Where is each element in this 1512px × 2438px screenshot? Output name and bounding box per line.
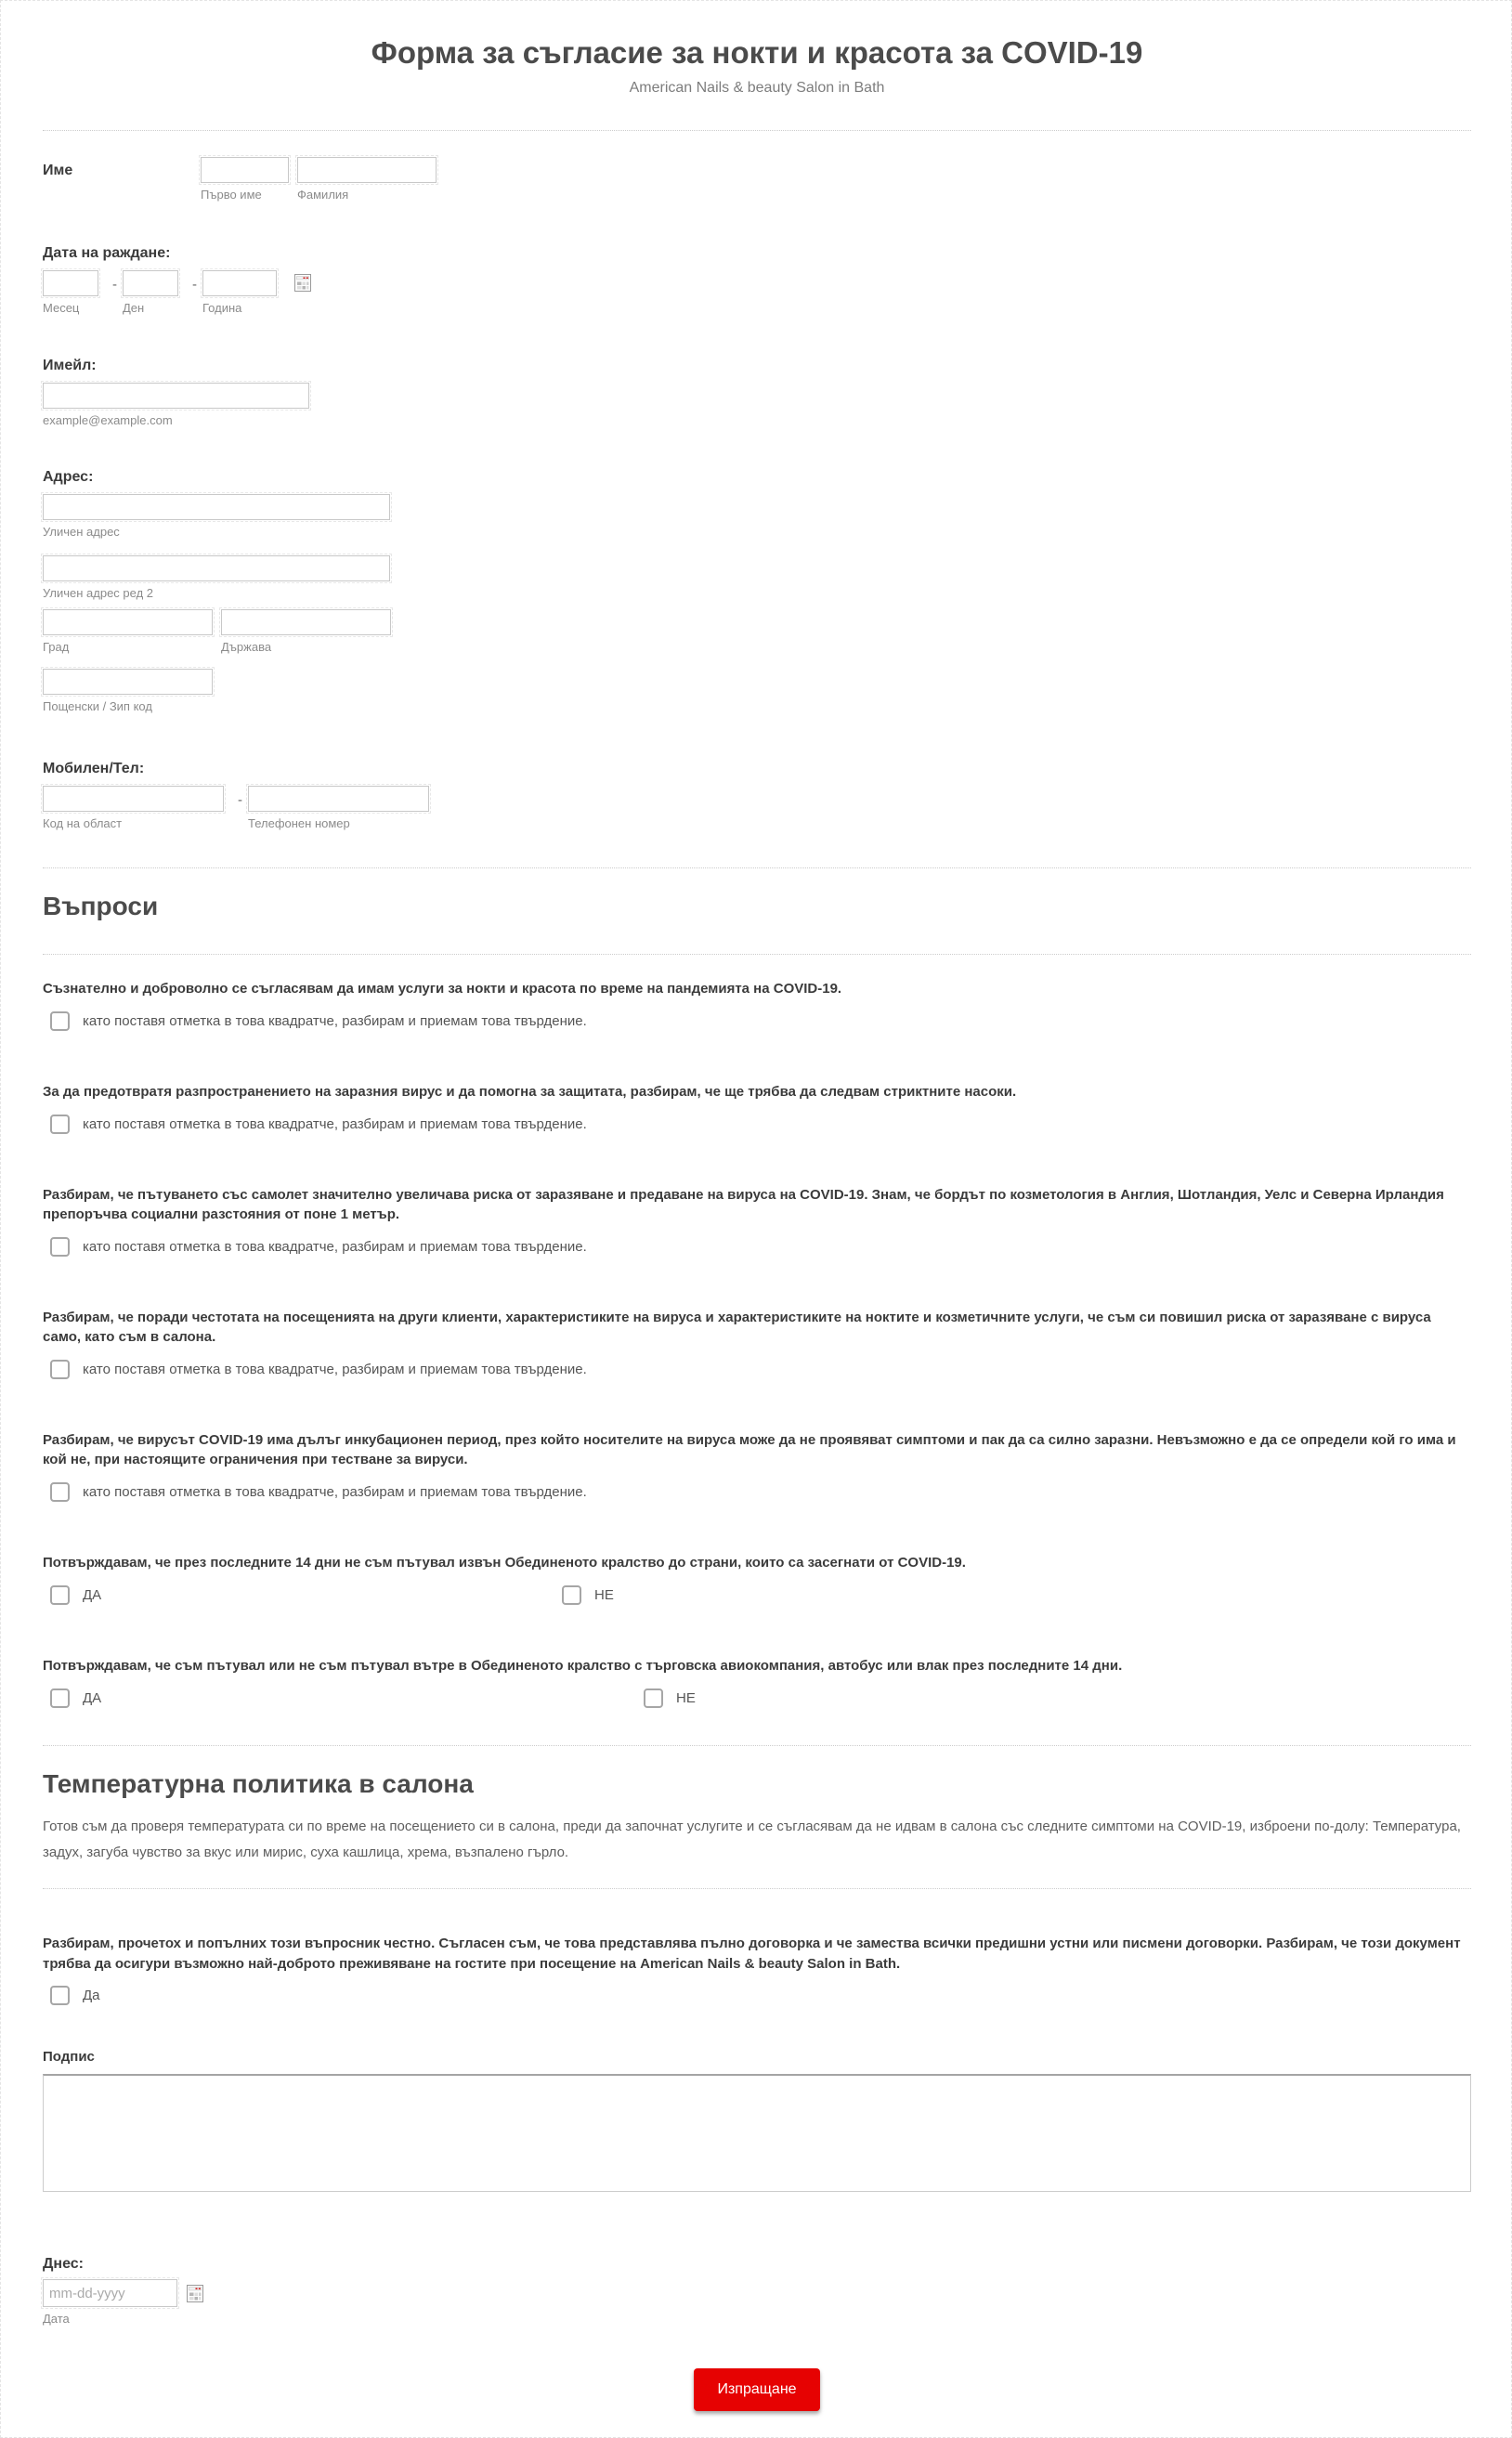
agree-checkbox-label[interactable]: като поставя отметка в това квадратче, разбирам и приемам това твърдение. <box>83 1013 587 1029</box>
field-full-name <box>43 157 1471 202</box>
question-text: Съзнателно и доброволно се съгласявам да имам услуги за нокти и красота по време на пандемията на COVID-19. <box>43 981 842 997</box>
street-address-input[interactable] <box>43 494 390 520</box>
divider <box>43 1745 1471 1746</box>
street-sublabel: Уличен адрес <box>43 525 120 539</box>
agree-checkbox-label[interactable]: като поставя отметка в това квадратче, разбирам и приемам това твърдение. <box>83 1239 587 1255</box>
signature-label: Подпис <box>43 2049 95 2065</box>
phone-label: Мобилен/Тел: <box>43 761 145 776</box>
birth-day-input[interactable] <box>123 270 178 296</box>
question-2 <box>43 1082 1471 1134</box>
today-label: Днес: <box>43 2256 84 2272</box>
question-text: Разбирам, че пътуването със самолет значително увеличава риска от заразяване и предаване на вируса на COVID-19. Знам, че бордът по козметология в Англия, Шотландия, Уелс и Северна Ирландия препоръчва социални разстояния от поне 1 метър. <box>43 1187 1444 1222</box>
field-today <box>43 2255 1471 2326</box>
field-signature <box>43 2048 1471 2192</box>
area-code-input[interactable] <box>43 786 224 812</box>
zip-input[interactable] <box>43 669 213 695</box>
agree-checkbox-label[interactable]: като поставя отметка в това квадратче, разбирам и приемам това твърдение. <box>83 1362 587 1377</box>
field-address <box>43 468 1471 713</box>
email-sublabel: example@example.com <box>43 413 173 427</box>
question-3 <box>43 1185 1471 1257</box>
street2-sublabel: Уличен адрес ред 2 <box>43 586 154 600</box>
state-sublabel: Държава <box>221 640 272 654</box>
birth-month-sublabel: Месец <box>43 301 80 315</box>
temperature-text: Готов съм да проверя температурата си по време на посещението си в салона, преди да започнат услугите и се съгласявам да не идвам в салона със следните симптоми на COVID-19, изброени по-долу: Температура, задух, загуба чувство за вкус или мирис, суха кашлица, хрема, възпалено гърло. <box>43 1819 1461 1860</box>
question-text: Потвърждавам, че съм пътувал или не съм пътувал вътре в Обединеното кралство с търговска авиокомпания, автобус или влак през последните 14 дни. <box>43 1658 1123 1674</box>
question-text: Потвърждавам, че през последните 14 дни не съм пътувал извън Обединеното кралство до страни, които са засегнати от COVID-19. <box>43 1555 966 1571</box>
no-label[interactable]: НЕ <box>676 1690 696 1706</box>
agree-checkbox-label[interactable]: като поставя отметка в това квадратче, разбирам и приемам това твърдение. <box>83 1484 587 1500</box>
last-name-input[interactable] <box>297 157 437 183</box>
email-label: Имейл: <box>43 358 97 373</box>
first-name-input[interactable] <box>201 157 289 183</box>
birth-day-sublabel: Ден <box>123 301 145 315</box>
question-text: Разбирам, че вирусът COVID-19 има дълъг инкубационен период, през който носителите на вируса може да не проявяват симптоми и пак да са силно заразни. Невъзможно е да се определи кой го има и кой не, при настоящите ограничения при тестване за вируси. <box>43 1432 1456 1467</box>
birth-year-input[interactable] <box>202 270 277 296</box>
temperature-heading: Температурна политика в салона <box>43 1769 474 1798</box>
phone-number-sublabel: Телефонен номер <box>248 816 350 830</box>
city-input[interactable] <box>43 609 213 635</box>
date-separator: - <box>112 277 117 293</box>
divider <box>43 954 1471 955</box>
yes-checkbox[interactable] <box>50 1688 70 1708</box>
submit-area <box>43 2368 1471 2411</box>
phone-number-input[interactable] <box>248 786 429 812</box>
birthdate-label: Дата на раждане: <box>43 245 171 261</box>
first-name-sublabel: Първо име <box>201 188 262 202</box>
agree-checkbox-label[interactable]: като поставя отметка в това квадратче, разбирам и приемам това твърдение. <box>83 1116 587 1132</box>
state-input[interactable] <box>221 609 391 635</box>
email-input[interactable] <box>43 383 309 409</box>
no-label[interactable]: НЕ <box>594 1587 614 1603</box>
form-header <box>1 1 1511 97</box>
agreement-checkbox-label[interactable]: Да <box>83 1988 100 2003</box>
agreement-checkbox[interactable] <box>50 1986 70 2005</box>
field-birthdate <box>43 244 1471 315</box>
agree-checkbox[interactable] <box>50 1011 70 1031</box>
divider <box>43 1888 1471 1889</box>
field-phone <box>43 760 1471 830</box>
zip-sublabel: Пощенски / Зип код <box>43 699 152 713</box>
yes-label[interactable]: ДА <box>83 1690 102 1706</box>
signature-pad[interactable] <box>43 2074 1471 2192</box>
submit-button[interactable]: Изпращане <box>694 2368 819 2411</box>
question-5 <box>43 1430 1471 1502</box>
agree-checkbox[interactable] <box>50 1482 70 1502</box>
address-label: Адрес: <box>43 469 94 485</box>
yes-label[interactable]: ДА <box>83 1587 102 1603</box>
no-checkbox[interactable] <box>644 1688 663 1708</box>
divider <box>43 867 1471 868</box>
agree-checkbox[interactable] <box>50 1237 70 1257</box>
divider <box>43 130 1471 131</box>
question-text: За да предотвратя разпространението на заразния вирус и да помогна за защитата, разбирам, че ще трябва да следвам стриктните насоки. <box>43 1084 1017 1100</box>
name-label: Име <box>43 163 73 178</box>
street-address2-input[interactable] <box>43 555 390 581</box>
calendar-icon[interactable] <box>294 274 311 292</box>
question-4 <box>43 1308 1471 1379</box>
date-separator: - <box>192 277 197 293</box>
city-sublabel: Град <box>43 640 70 654</box>
today-date-input[interactable] <box>43 2279 177 2307</box>
agreement-block <box>43 1934 1471 2005</box>
form-title: Форма за съгласие за нокти и красота за COVID-19 <box>371 35 1143 70</box>
calendar-icon[interactable] <box>187 2285 203 2302</box>
question-7 <box>43 1656 1471 1708</box>
question-1 <box>43 979 1471 1031</box>
form-subtitle: American Nails & beauty Salon in Bath <box>629 80 885 96</box>
no-checkbox[interactable] <box>562 1585 581 1605</box>
birth-month-input[interactable] <box>43 270 98 296</box>
phone-separator: - <box>238 792 242 808</box>
agree-checkbox[interactable] <box>50 1360 70 1379</box>
question-6 <box>43 1553 1471 1605</box>
area-code-sublabel: Код на област <box>43 816 123 830</box>
yes-checkbox[interactable] <box>50 1585 70 1605</box>
agreement-text: Разбирам, прочетох и попълних този въпросник честно. Съгласен съм, че това представлява пълно договорка и че замества всички предишни устни или писмени договорки. Разбирам, че този документ трябва да осигури възможно най-доброто преживяване на гостите при посещение на American Nails & beauty Salon in Bath. <box>43 1936 1461 1972</box>
questions-heading: Въпроси <box>43 892 159 920</box>
today-sublabel: Дата <box>43 2312 70 2326</box>
field-email <box>43 357 1471 427</box>
last-name-sublabel: Фамилия <box>297 188 349 202</box>
birth-year-sublabel: Година <box>202 301 242 315</box>
agree-checkbox[interactable] <box>50 1115 70 1134</box>
question-text: Разбирам, че поради честотата на посещенията на други клиенти, характеристиките на вируса и характеристиките на ноктите и козметичните услуги, че съм си повишил риска от заразяване с вируса само, като съм в салона. <box>43 1310 1431 1345</box>
